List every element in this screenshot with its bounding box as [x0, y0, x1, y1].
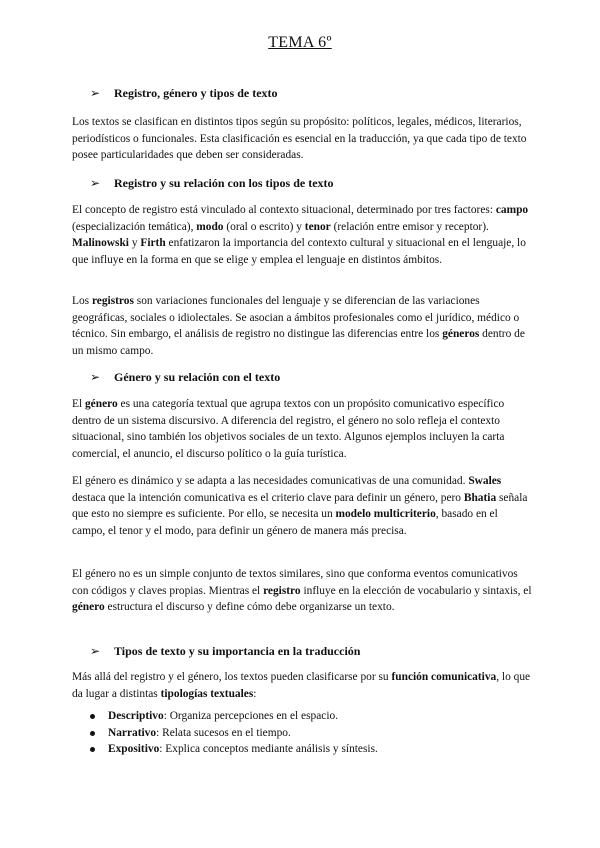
bold-term: Narrativo [108, 726, 157, 739]
bullet-dot-icon [90, 747, 95, 752]
page-title: TEMA 6º [268, 34, 332, 51]
text-run: El género es dinámico y se adapta a las necesidades comunicativas de una comunidad. [72, 475, 469, 487]
list-item [72, 725, 532, 742]
bold-term: Malinowski [72, 237, 129, 250]
bold-term: género [84, 398, 118, 410]
section-heading-tipos-traduccion [90, 644, 360, 659]
text-run: es una categoría textual que agrupa textos con un propósito comunicativo específico dentro de un sistema discursivo. A diferencia del registro, el género no solo refleja el contexto situacional, sino también los objetivos sociales de un texto. Algunos ejemplos incluyen la carta comercial, el anuncio, el discurso político o la guía turística. [72, 398, 505, 460]
text-run: dentro de un mismo campo. [72, 328, 525, 357]
text-run: , basado en el campo, el tenor y el modo, para definir un género de manera más precisa. [72, 508, 498, 537]
section-heading-text: Género y su relación con el texto [114, 370, 281, 384]
text-run: : Organiza percepciones en el espacio. [163, 710, 339, 722]
paragraph-registro-concepto [72, 202, 532, 268]
bullet-dot-icon [90, 731, 95, 736]
section-heading-text: Tipos de texto y su importancia en la traducción [114, 644, 361, 658]
section-heading-registro-genero [90, 86, 278, 101]
section-heading-genero-texto [90, 370, 280, 385]
bold-term: Swales [468, 475, 502, 487]
text-run: El concepto de registro está vinculado al contexto situacional, determinado por tres factores: [72, 204, 496, 216]
text-run: : Explica conceptos mediante análisis y síntesis. [159, 743, 378, 756]
text-run: : Relata sucesos en el tiempo. [156, 726, 291, 739]
bold-term: géneros [442, 328, 480, 341]
text-run: destaca que la intención comunicativa es el criterio clave para definir un género, pero [72, 491, 464, 504]
list-item [72, 741, 532, 758]
text-run: El género no es un simple conjunto de textos similares, sino que conforma eventos comunicativos con códigos y claves propias. Mientras el [72, 568, 518, 597]
section-heading-text: Registro, género y tipos de texto [114, 86, 278, 100]
paragraph-registros-variaciones [72, 293, 532, 359]
bold-term: género [72, 601, 105, 614]
bold-term: campo [495, 204, 529, 216]
arrow-bullet-icon: ➢ [90, 370, 101, 384]
paragraph-genero-eventos [72, 566, 532, 616]
bold-term: tipologías textuales [160, 687, 254, 700]
bold-term: modo [196, 220, 224, 233]
paragraph-genero-dinamico [72, 473, 532, 539]
text-run: enfatizaron la importancia del contexto cultural y situacional en el lenguaje, lo que influye en la forma en que se elige y emplea el lenguaje en distintos ámbitos. [72, 237, 526, 266]
bold-term: Expositivo [108, 743, 160, 756]
bold-term: Bhatia [463, 491, 497, 504]
text-run: Los [72, 295, 92, 307]
section-heading-text: Registro y su relación con los tipos de texto [114, 176, 334, 190]
text-run: El [72, 398, 85, 410]
arrow-bullet-icon: ➢ [90, 86, 101, 100]
tipologias-list [72, 708, 532, 758]
bold-term: Firth [140, 237, 166, 250]
text-run: (especialización temática), [72, 220, 197, 233]
bold-term: Descriptivo [108, 710, 164, 722]
paragraph-text: Los textos se clasifican en distintos tipos según su propósito: políticos, legales, médicos, literarios, periodísticos o funcionales. Esta clasificación es esencial en la traducción, ya que cada tipo de texto posee particularidades que deben ser consideradas. [72, 116, 527, 162]
text-run: (oral o escrito) y [223, 220, 305, 233]
text-run: son variaciones funcionales del lenguaje y se diferencian de las variaciones geográficas, sociales o idiolectales. Se asocian a ámbitos profesionales como el jurídico, médico o técnico. Sin embargo, el análisis de registro no distingue las diferencias entre los [72, 295, 520, 341]
list-item [72, 708, 532, 725]
bullet-dot-icon [90, 714, 95, 719]
text-run: (relación entre emisor y receptor). [330, 220, 489, 233]
bold-term: registros [91, 295, 134, 307]
text-run: y [128, 237, 141, 250]
bold-term: tenor [304, 220, 331, 233]
text-run: : [253, 687, 257, 700]
paragraph-funcion-comunicativa [72, 669, 532, 702]
paragraph-genero-definicion [72, 396, 532, 462]
arrow-bullet-icon: ➢ [90, 644, 101, 658]
text-run: estructura el discurso y define cómo debe organizarse un texto. [104, 601, 395, 614]
arrow-bullet-icon: ➢ [90, 176, 101, 190]
text-run: señala que esto no siempre es suficiente. Por ello, se necesita un [72, 491, 528, 521]
text-run: influye en la elección de vocabulario y sintaxis, el [300, 584, 532, 597]
bold-term: modelo multicriterio [335, 508, 436, 521]
text-run: Más allá del registro y el género, los textos pueden clasificarse por su [72, 671, 392, 683]
section-heading-registro-tipos [90, 176, 334, 191]
paragraph-intro [72, 114, 532, 164]
text-run: , lo que da lugar a distintas [72, 671, 531, 700]
bold-term: función comunicativa [391, 671, 497, 683]
bold-term: registro [263, 584, 301, 597]
